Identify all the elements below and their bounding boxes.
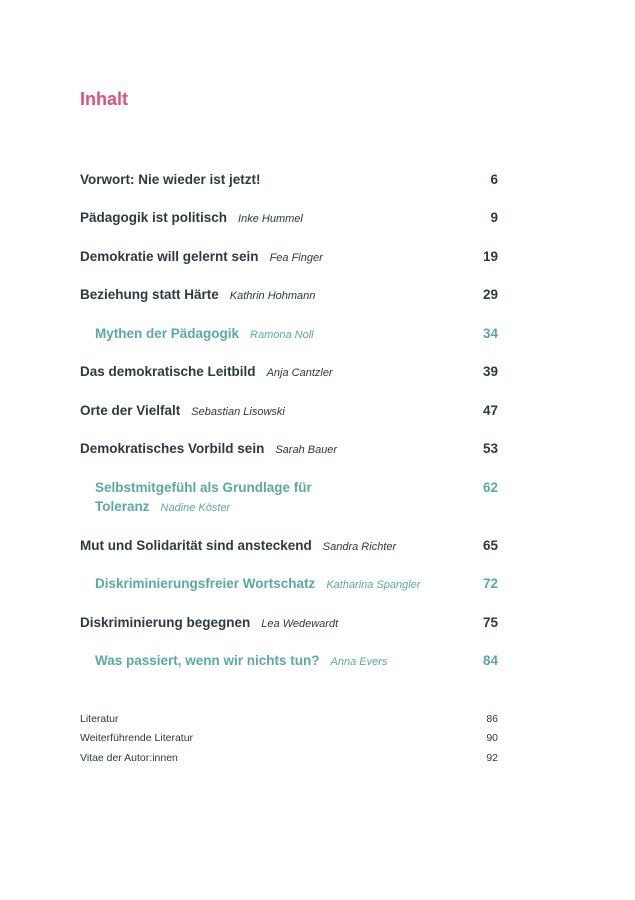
toc-entry[interactable] <box>80 208 498 229</box>
toc-entry-page: 34 <box>482 326 498 341</box>
toc-entry[interactable] <box>80 247 498 268</box>
toc-entry-title: Selbstmitgefühl als Grundlage für Toleranz <box>95 480 312 514</box>
back-matter-page: 86 <box>486 713 498 725</box>
toc-entry-author: Fea Finger <box>269 252 323 264</box>
toc-entry-page: 75 <box>482 615 498 630</box>
toc-entry-title: Was passiert, wenn wir nichts tun? <box>95 653 320 668</box>
toc-entry-author: Anna Evers <box>330 656 388 668</box>
toc-entry[interactable] <box>80 362 498 383</box>
toc-subentry[interactable] <box>80 651 498 672</box>
back-matter-item[interactable] <box>80 712 498 726</box>
toc-entry-title: Das demokratische Leitbild <box>80 364 256 379</box>
toc-entry-author: Anja Cantzler <box>266 367 333 379</box>
toc-entry-page: 72 <box>482 576 498 591</box>
toc-entry-title: Demokratie will gelernt sein <box>80 249 259 264</box>
toc-entry-page: 47 <box>482 403 498 418</box>
toc-entry-title: Mythen der Pädagogik <box>95 326 240 341</box>
toc-entry-title: Pädagogik ist politisch <box>80 210 228 225</box>
toc-entry-title: Beziehung statt Härte <box>80 287 219 302</box>
toc-subentry[interactable] <box>80 324 498 345</box>
toc-entry-page: 62 <box>482 480 498 495</box>
toc-subentry[interactable] <box>80 574 498 595</box>
toc-entry-page: 29 <box>482 287 498 302</box>
toc-entry-author: Inke Hummel <box>238 213 303 225</box>
toc-entry[interactable] <box>80 285 498 306</box>
toc-entry[interactable] <box>80 536 498 557</box>
toc-entry-author: Sarah Bauer <box>275 444 338 456</box>
toc-entry-page: 65 <box>482 538 498 553</box>
back-matter-page: 90 <box>486 732 498 744</box>
toc-entry[interactable] <box>80 170 498 189</box>
toc-entry[interactable] <box>80 439 498 460</box>
toc-entry[interactable] <box>80 401 498 422</box>
toc-entry-author: Sebastian Lisowski <box>191 406 285 418</box>
toc-entry-page: 9 <box>490 210 498 225</box>
toc-entry[interactable] <box>80 613 498 634</box>
back-matter-title: Literatur <box>80 713 119 725</box>
back-matter-title: Vitae der Autor:innen <box>80 752 178 764</box>
toc-entry-title: Vorwort: Nie wieder ist jetzt! <box>80 172 261 187</box>
toc-entry-title: Demokratisches Vorbild sein <box>80 441 265 456</box>
toc-entry-author: Nadine Köster <box>160 502 231 514</box>
toc-entry-author: Kathrin Hohmann <box>229 290 316 302</box>
toc-entry-title: Diskriminierungsfreier Wortschatz <box>95 576 316 591</box>
toc-entry-author: Sandra Richter <box>322 541 397 553</box>
toc-entry-page: 6 <box>490 172 498 187</box>
toc-entry-author: Katharina Spangler <box>326 579 421 591</box>
toc-entry-author: Lea Wedewardt <box>261 618 339 630</box>
toc-entry-title: Mut und Solidarität sind ansteckend <box>80 538 312 553</box>
back-matter-item[interactable] <box>80 751 498 765</box>
toc-entry-page: 39 <box>482 364 498 379</box>
back-matter-page: 92 <box>486 752 498 764</box>
toc-entry-title: Orte der Vielfalt <box>80 403 181 418</box>
back-matter-item[interactable] <box>80 731 498 745</box>
toc-entry-page: 53 <box>482 441 498 456</box>
toc-entry-page: 84 <box>482 653 498 668</box>
toc-entry-title: Diskriminierung begegnen <box>80 615 251 630</box>
back-matter-title: Weiterführende Literatur <box>80 732 194 744</box>
toc-subentry[interactable] <box>80 478 498 518</box>
page-title: Inhalt <box>80 89 128 109</box>
toc-entry-author: Ramona Noll <box>250 329 314 341</box>
toc-entry-page: 19 <box>482 249 498 264</box>
